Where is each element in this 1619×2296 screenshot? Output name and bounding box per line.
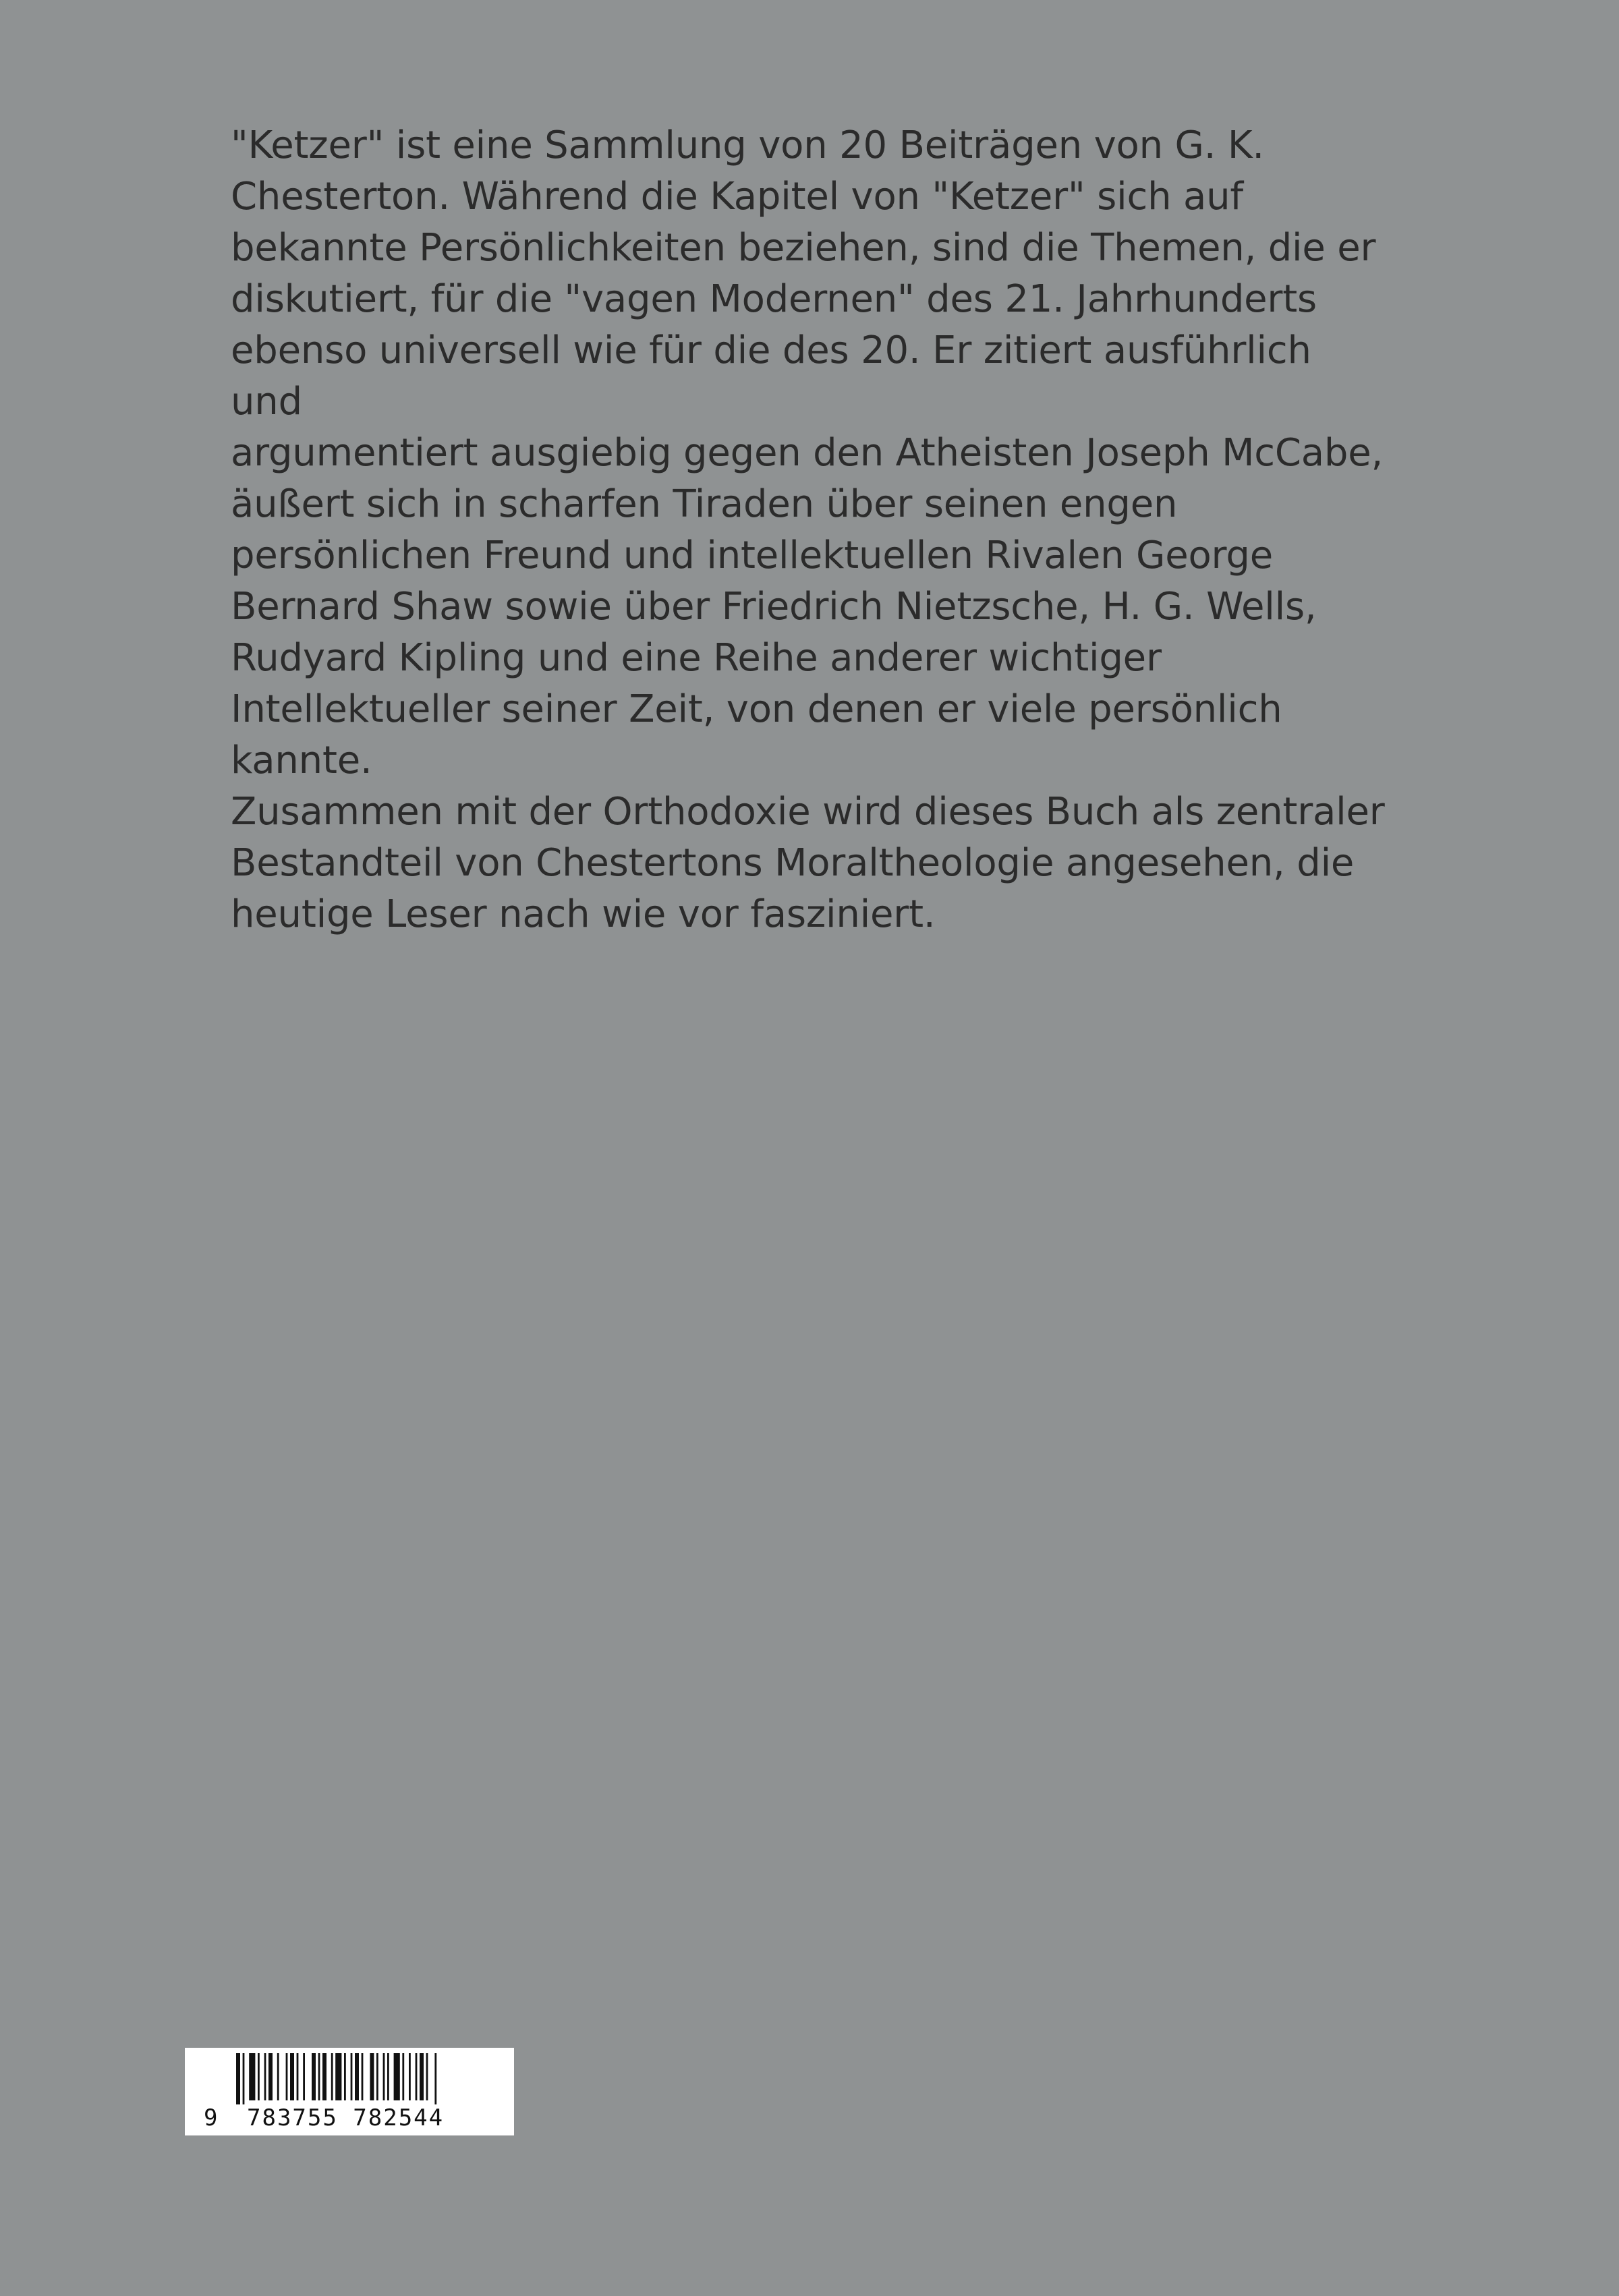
barcode-bar (344, 2053, 346, 2100)
barcode-bar (387, 2053, 389, 2100)
barcode-first-digit: 9 (204, 2104, 218, 2131)
barcode-bar (409, 2053, 411, 2100)
barcode-bar (312, 2053, 316, 2100)
blurb-paragraph-1: "Ketzer" ist eine Sammlung von 20 Beiträgen von G. K. Chesterton. Während die Kapitel von "Ketzer" sich auf bekannte Persönlichkeiten beziehen, sind die Themen, die er diskutiert, für die "vagen Modernen" des 21. Jahrhunderts ebenso universell wie für die des 20. Er zitiert ausführlich und argumentiert ausgiebig gegen den Atheisten Joseph McCabe, äußert sich in scharfen Tiraden über seinen engen persönlichen Freund und intellektuellen Rivalen George Bernard Shaw sowie über Friedrich Nietzsche, H. G. Wells, Rudyard Kipling und eine Reihe anderer wichtiger Intellektueller seiner Zeit, von denen er viele persönlich kannte. (231, 123, 1384, 782)
barcode-bar (426, 2053, 428, 2100)
barcode-bar (402, 2053, 404, 2100)
isbn-barcode (185, 2048, 514, 2135)
barcode-bar (370, 2053, 374, 2100)
barcode-bar (236, 2053, 240, 2104)
barcode-bar (297, 2053, 299, 2100)
barcode-bar (290, 2053, 294, 2100)
barcode-bar (286, 2053, 288, 2100)
barcode-bar (362, 2053, 364, 2100)
barcode-digits: 783755 782544 (247, 2104, 445, 2131)
barcode-bar (335, 2053, 341, 2100)
barcode-bar (351, 2053, 353, 2100)
barcode-bar (268, 2053, 273, 2100)
barcode-bar (322, 2053, 326, 2100)
barcode-bar (249, 2053, 255, 2100)
blurb-text (231, 120, 1391, 940)
barcode-bar (394, 2053, 400, 2100)
barcode-bar (303, 2053, 305, 2100)
barcode-bar (264, 2053, 266, 2100)
barcode-bar (331, 2053, 333, 2100)
barcode-bar (258, 2053, 260, 2100)
barcode-bar (434, 2053, 436, 2104)
barcode-bar (376, 2053, 378, 2100)
barcode-bar (277, 2053, 279, 2100)
barcode-bar (420, 2053, 424, 2100)
barcode-bar (318, 2053, 320, 2100)
barcode-bars (235, 2053, 505, 2104)
barcode-bar (355, 2053, 359, 2100)
barcode-bar (243, 2053, 245, 2104)
blurb-paragraph-2: Zusammen mit der Orthodoxie wird dieses Buch als zentraler Bestandteil von Chestertons Moraltheologie angesehen, die heutige Leser nach wie vor fasziniert. (231, 790, 1385, 936)
barcode-bar (383, 2053, 385, 2100)
barcode-bar (416, 2053, 418, 2100)
